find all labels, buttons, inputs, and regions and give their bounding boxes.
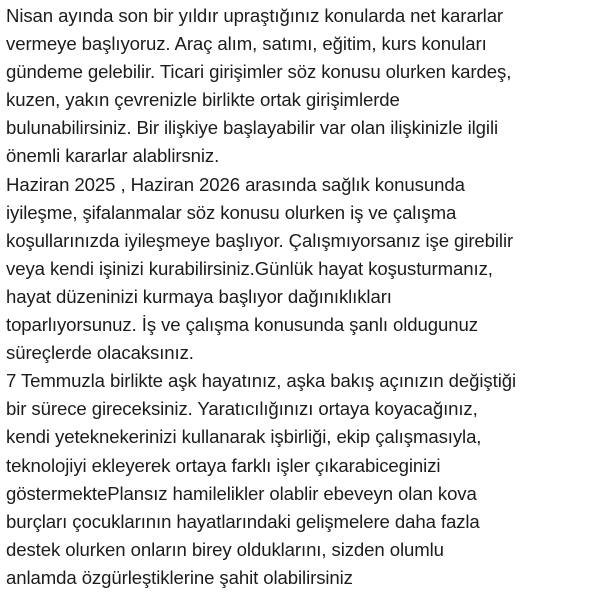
text-line: Haziran 2025 , Haziran 2026 arasında sağlık konusunda [6,173,465,195]
text-line: önemli kararlar alablirsniz. [6,145,220,167]
text-line: 7 Temmuzla birlikte aşk hayatınız, aşka bakış açınızın değiştiği [6,370,516,392]
text-line: bulunabilirsiniz. Bir ilişkiye başlayabilir var olan ilişkinizle ilgili [6,117,499,139]
horoscope-text [6,2,600,592]
text-line: göstermektePlansız hamilelikler olablir ebeveyn olan kova [6,482,477,504]
text-line: toparlıyorsunuz. İş ve çalışma konusunda şanlı oldugunuz [6,314,478,336]
text-line: destek olurken onların birey olduklarını, sizden olumlu [6,538,444,560]
text-line: kendi yeteknekerinizi kullanarak işbirliği, ekip çalışmasıyla, [6,426,482,448]
text-line: anlamda özgürleştiklerine şahit olabilirsiniz [6,566,353,588]
text-line: burçları çocuklarının hayatlarındaki gelişmelere daha fazla [6,510,480,532]
text-line: hayat düzeninizi kurmaya başlıyor dağınıklıkları [6,285,392,307]
text-line: koşullarınızda iyileşmeye başlıyor. Çalışmıyorsanız işe girebilir [6,229,514,251]
text-line: teknolojiyi ekleyerek ortaya farklı işler çıkarabiceginizi [6,454,441,476]
text-line: vermeye başlıyoruz. Araç alım, satımı, eğitim, kurs konuları [6,33,487,55]
text-line: Nisan ayında son bir yıldır upraştığınız konularda net kararlar [6,5,504,26]
text-line: veya kendi işinizi kurabilirsiniz.Günlük hayat koşusturmanız, [6,257,493,279]
text-line: bir sürece gireceksiniz. Yaratıcılığınızı ortaya koyacağınız, [6,398,478,420]
text-line: süreçlerde olacaksınız. [6,342,194,364]
text-line: gündeme gelebilir. Ticari girişimler söz konusu olurken kardeş, [6,61,512,83]
text-line: iyileşme, şifalanmalar söz konusu olurken iş ve çalışma [6,201,457,223]
text-line: kuzen, yakın çevrenizle birlikte ortak girişimlerde [6,89,400,111]
